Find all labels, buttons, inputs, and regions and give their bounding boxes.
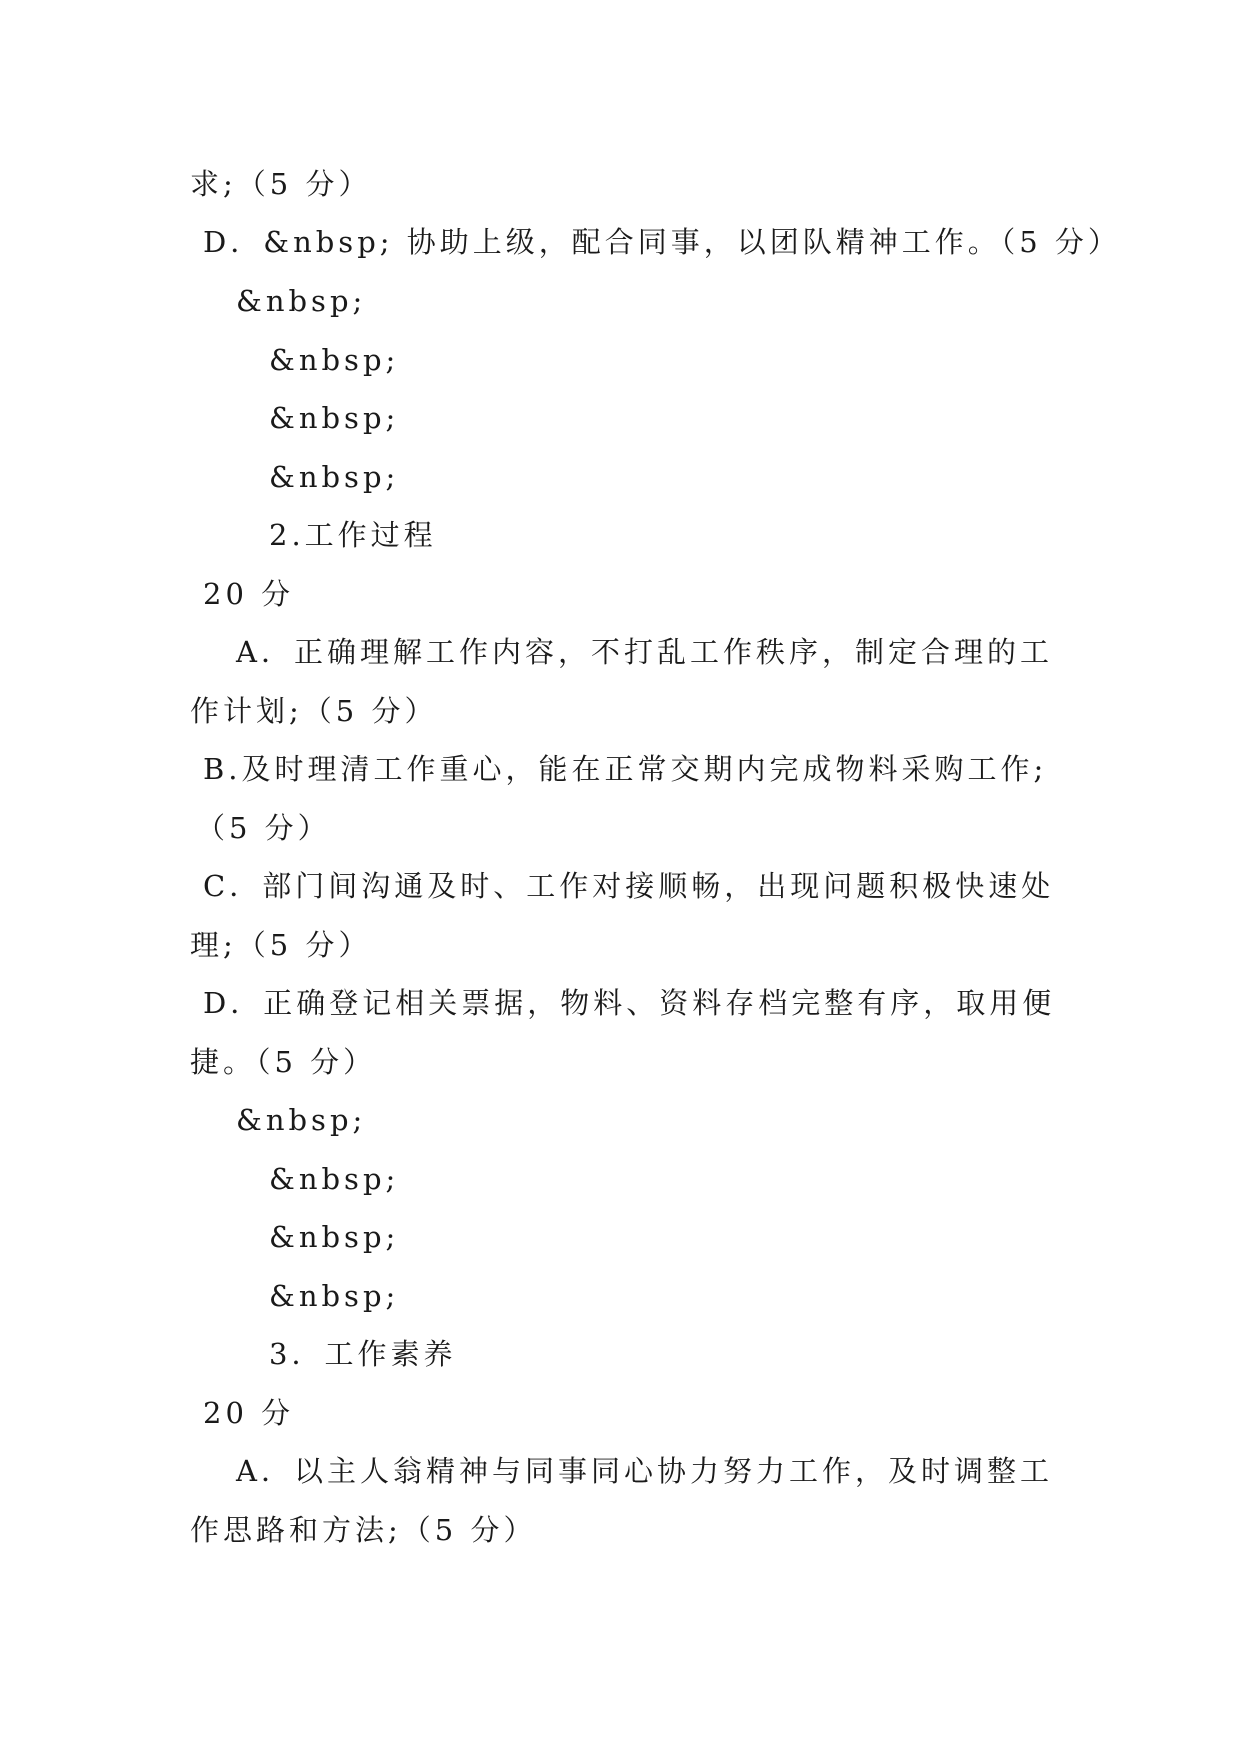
text-line: &nbsp; [269,1162,400,1196]
text-line: &nbsp; [269,343,400,377]
text-line: 作计划;（5 分） [190,694,438,728]
text-line: &nbsp; [269,1279,400,1313]
section-score: 20 分 [203,1396,295,1430]
text-line: &nbsp; [269,460,400,494]
section-heading: 3．工作素养 [269,1337,457,1371]
text-line: D．&nbsp; 协助上级，配合同事，以团队精神工作。（5 分） [203,225,1121,259]
text-line: &nbsp; [269,1220,400,1254]
text-line: A．以主人翁精神与同事同心协力努力工作，及时调整工 [236,1454,1053,1488]
section-score: 20 分 [203,577,295,611]
text-line: 作思路和方法;（5 分） [190,1513,537,1547]
text-line: B.及时理清工作重心，能在正常交期内完成物料采购工作; [203,752,1048,786]
text-line: &nbsp; [236,284,367,318]
text-line: &nbsp; [236,1103,367,1137]
text-line: A．正确理解工作内容，不打乱工作秩序，制定合理的工 [236,635,1053,669]
text-line: &nbsp; [269,401,400,435]
text-line: C．部门间沟通及时、工作对接顺畅，出现问题积极快速处 [203,869,1055,903]
text-line: （5 分） [196,811,331,845]
text-line: 捷。（5 分） [190,1045,377,1079]
text-line: 求;（5 分） [190,167,372,201]
text-line: D．正确登记相关票据，物料、资料存档完整有序，取用便 [203,986,1056,1020]
section-heading: 2.工作过程 [269,518,437,552]
text-line: 理;（5 分） [190,928,372,962]
